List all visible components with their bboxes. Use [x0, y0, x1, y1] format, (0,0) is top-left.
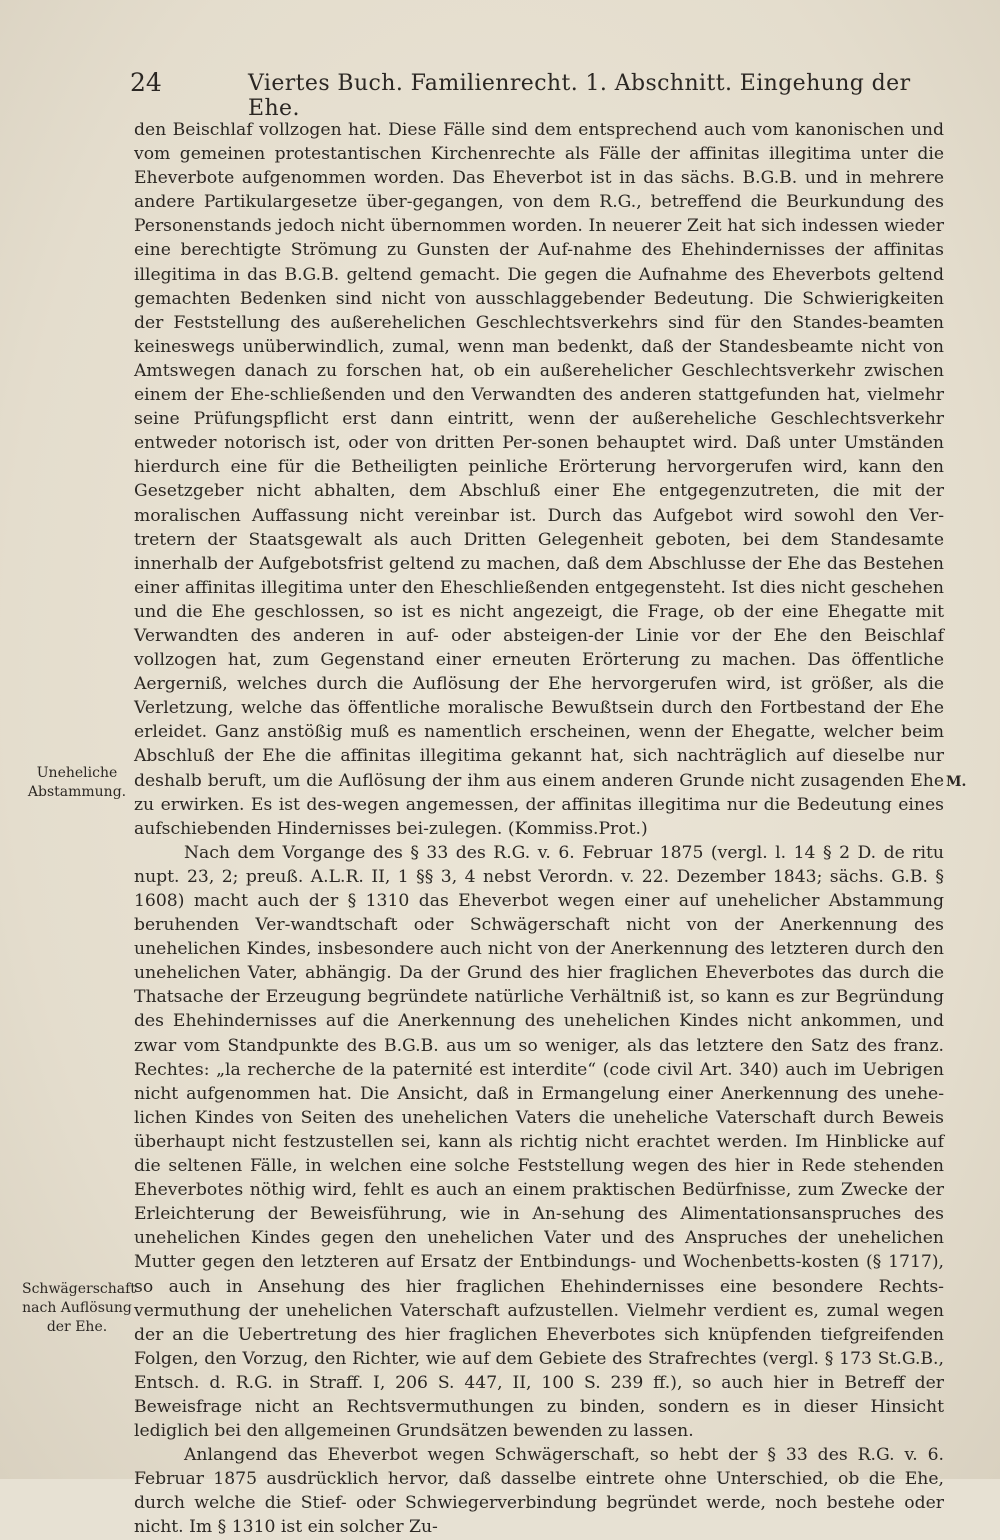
page-header	[130, 68, 945, 121]
margin-note-uneheliche-abstammung: Uneheliche Abstammung.	[27, 765, 127, 800]
body-text	[134, 118, 944, 1540]
page-number: 24	[130, 68, 162, 97]
paragraph-affinitas: den Beischlaf vollzogen hat. Diese Fälle sind dem entsprechend auch vom kanonischen und vom gemeinen protestantischen Kirchenrechte als Fälle der affinitas illegitima unter die Eheverbote aufgenommen worden. Das Eheverbot ist in das sächs. B.G.B. und in mehrere andere Partikulargesetze über-gegangen, von dem R.G., betreffend die Beurkundung des Personenstands jedoch nicht übernommen worden. In neuerer Zeit hat sich indessen wieder eine berechtigte Strömung zu Gunsten der Auf-nahme des Ehehindernisses der affinitas illegitima in das B.G.B. geltend gemacht. Die gegen die Aufnahme des Eheverbots geltend gemachten Bedenken sind nicht von ausschlaggebender Bedeutung. Die Schwierigkeiten der Feststellung des außerehelichen Geschlechtsverkehrs sind für den Standes-beamten keineswegs unüberwindlich, zumal, wenn man bedenkt, daß der Standesbeamte nicht von Amtswegen danach zu forschen hat, ob ein außerehelicher Geschlechtsverkehr zwischen einem der Ehe-schließenden und den Verwandten des anderen stattgefunden hat, vielmehr seine Prüfungspflicht erst dann eintritt, wenn der außereheliche Geschlechtsverkehr entweder notorisch ist, oder von dritten Per-sonen behauptet wird. Daß unter Umständen hierdurch eine für die Betheiligten peinliche Erörterung hervorgerufen wird, kann den Gesetzgeber nicht abhalten, dem Abschluß einer Ehe entgegenzutreten, die mit der moralischen Auffassung nicht vereinbar ist. Durch das Aufgebot wird sowohl den Ver-tretern der Staatsgewalt als auch Dritten Gelegenheit geboten, bei dem Standesamte innerhalb der Aufgebotsfrist geltend zu machen, daß dem Abschlusse der Ehe das Bestehen einer affinitas illegitima unter den Eheschließenden entgegensteht. Ist dies nicht geschehen und die Ehe geschlossen, so ist es nicht angezeigt, die Frage, ob der eine Ehegatte mit Verwandten des anderen in auf- oder absteigen-der Linie vor der Ehe den Beischlaf vollzogen hat, zum Gegenstand einer erneuten Erörterung zu machen. Das öffentliche Aergerniß, welches durch die Auflösung der Ehe hervorgerufen wird, ist größer, als die Verletzung, welche das öffentliche moralische Bewußtsein durch den Fortbestand der Ehe erleidet. Ganz anstößig muß es namentlich erscheinen, wenn der Ehegatte, welcher beim Abschluß der Ehe die affinitas illegitima gekannt hat, sich nachträglich auf dieselbe nur deshalb beruft, um die Auflösung der ihm aus einem anderen Grunde nicht zusagenden Ehe zu erwirken. Es ist des-wegen angemessen, der affinitas illegitima nur die Bedeutung eines aufschiebenden Hindernisses bei-zulegen. (Kommiss.Prot.)	[134, 120, 944, 839]
marginal-mark: M.	[946, 774, 967, 790]
paragraph-uneheliche-abstammung: Nach dem Vorgange des § 33 des R.G. v. 6. Februar 1875 (vergl. l. 14 § 2 D. de ritu nupt. 23, 2; preuß. A.L.R. II, 1 §§ 3, 4 nebst Verordn. v. 22. Dezember 1843; sächs. G.B. § 1608) macht auch der § 1310 das Eheverbot wegen einer auf unehelicher Abstammung beruhenden Ver-wandtschaft oder Schwägerschaft nicht von der Anerkennung des unehelichen Kindes, insbesondere auch nicht von der Anerkennung des letzteren durch den unehelichen Vater, abhängig. Da der Grund des hier fraglichen Eheverbotes das durch die Thatsache der Erzeugung begründete natürliche Verhältniß ist, so kann es zur Begründung des Ehehindernisses auf die Anerkennung des unehelichen Kindes nicht ankommen, und zwar vom Standpunkte des B.G.B. aus um so weniger, als das letztere den Satz des franz. Rechtes: „la recherche de la paternité est interdite“ (code civil Art. 340) auch im Uebrigen nicht aufgenommen hat. Die Ansicht, daß in Ermangelung einer Anerkennung des unehe-lichen Kindes von Seiten des unehelichen Vaters die uneheliche Vaterschaft durch Beweis überhaupt nicht festzustellen sei, kann als richtig nicht erachtet werden. Im Hinblicke auf die seltenen Fälle, in welchen eine solche Feststellung wegen des hier in Rede stehenden Eheverbotes nöthig wird, fehlt es auch an einem praktischen Bedürfnisse, zum Zwecke der Erleichterung der Beweisführung, wie in An-sehung des Alimentationsanspruches des unehelichen Kindes gegen den unehelichen Vater und des Anspruches der unehelichen Mutter gegen den letzteren auf Ersatz der Entbindungs- und Wochenbetts-kosten (§ 1717), so auch in Ansehung des hier fraglichen Ehehindernisses eine besondere Rechts-vermuthung der unehelichen Vaterschaft aufzustellen. Vielmehr verdient es, zumal wegen der an die Uebertretung des hier fraglichen Eheverbotes sich knüpfenden tiefgreifenden Folgen, den Vorzug, den Richter, wie auf dem Gebiete des Strafrechtes (vergl. § 173 St.G.B., Entsch. d. R.G. in Straff. I, 206 S. 447, II, 100 S. 239 ff.), so auch hier in Betreff der Beweisfrage nicht an Rechtsvermuthungen zu binden, sondern es in dieser Hinsicht lediglich bei den allgemeinen Grundsätzen bewenden zu lassen.	[134, 842, 944, 1442]
margin-note-schwaegerschaft: Schwägerschaft nach Auflösung der Ehe.	[22, 1281, 136, 1335]
paragraph-schwaegerschaft: Anlangend das Eheverbot wegen Schwägerschaft, so hebt der § 33 des R.G. v. 6. Februar 1875 ausdrücklich hervor, daß dasselbe eintrete ohne Unterschied, ob die Ehe, durch welche die Stief- oder Schwiegerverbindung begründet werde, noch bestehe oder nicht. Im § 1310 ist ein solcher Zu-	[134, 1445, 944, 1538]
running-head: Viertes Buch. Familienrecht. 1. Abschnitt. Eingehung der Ehe.	[248, 71, 911, 121]
